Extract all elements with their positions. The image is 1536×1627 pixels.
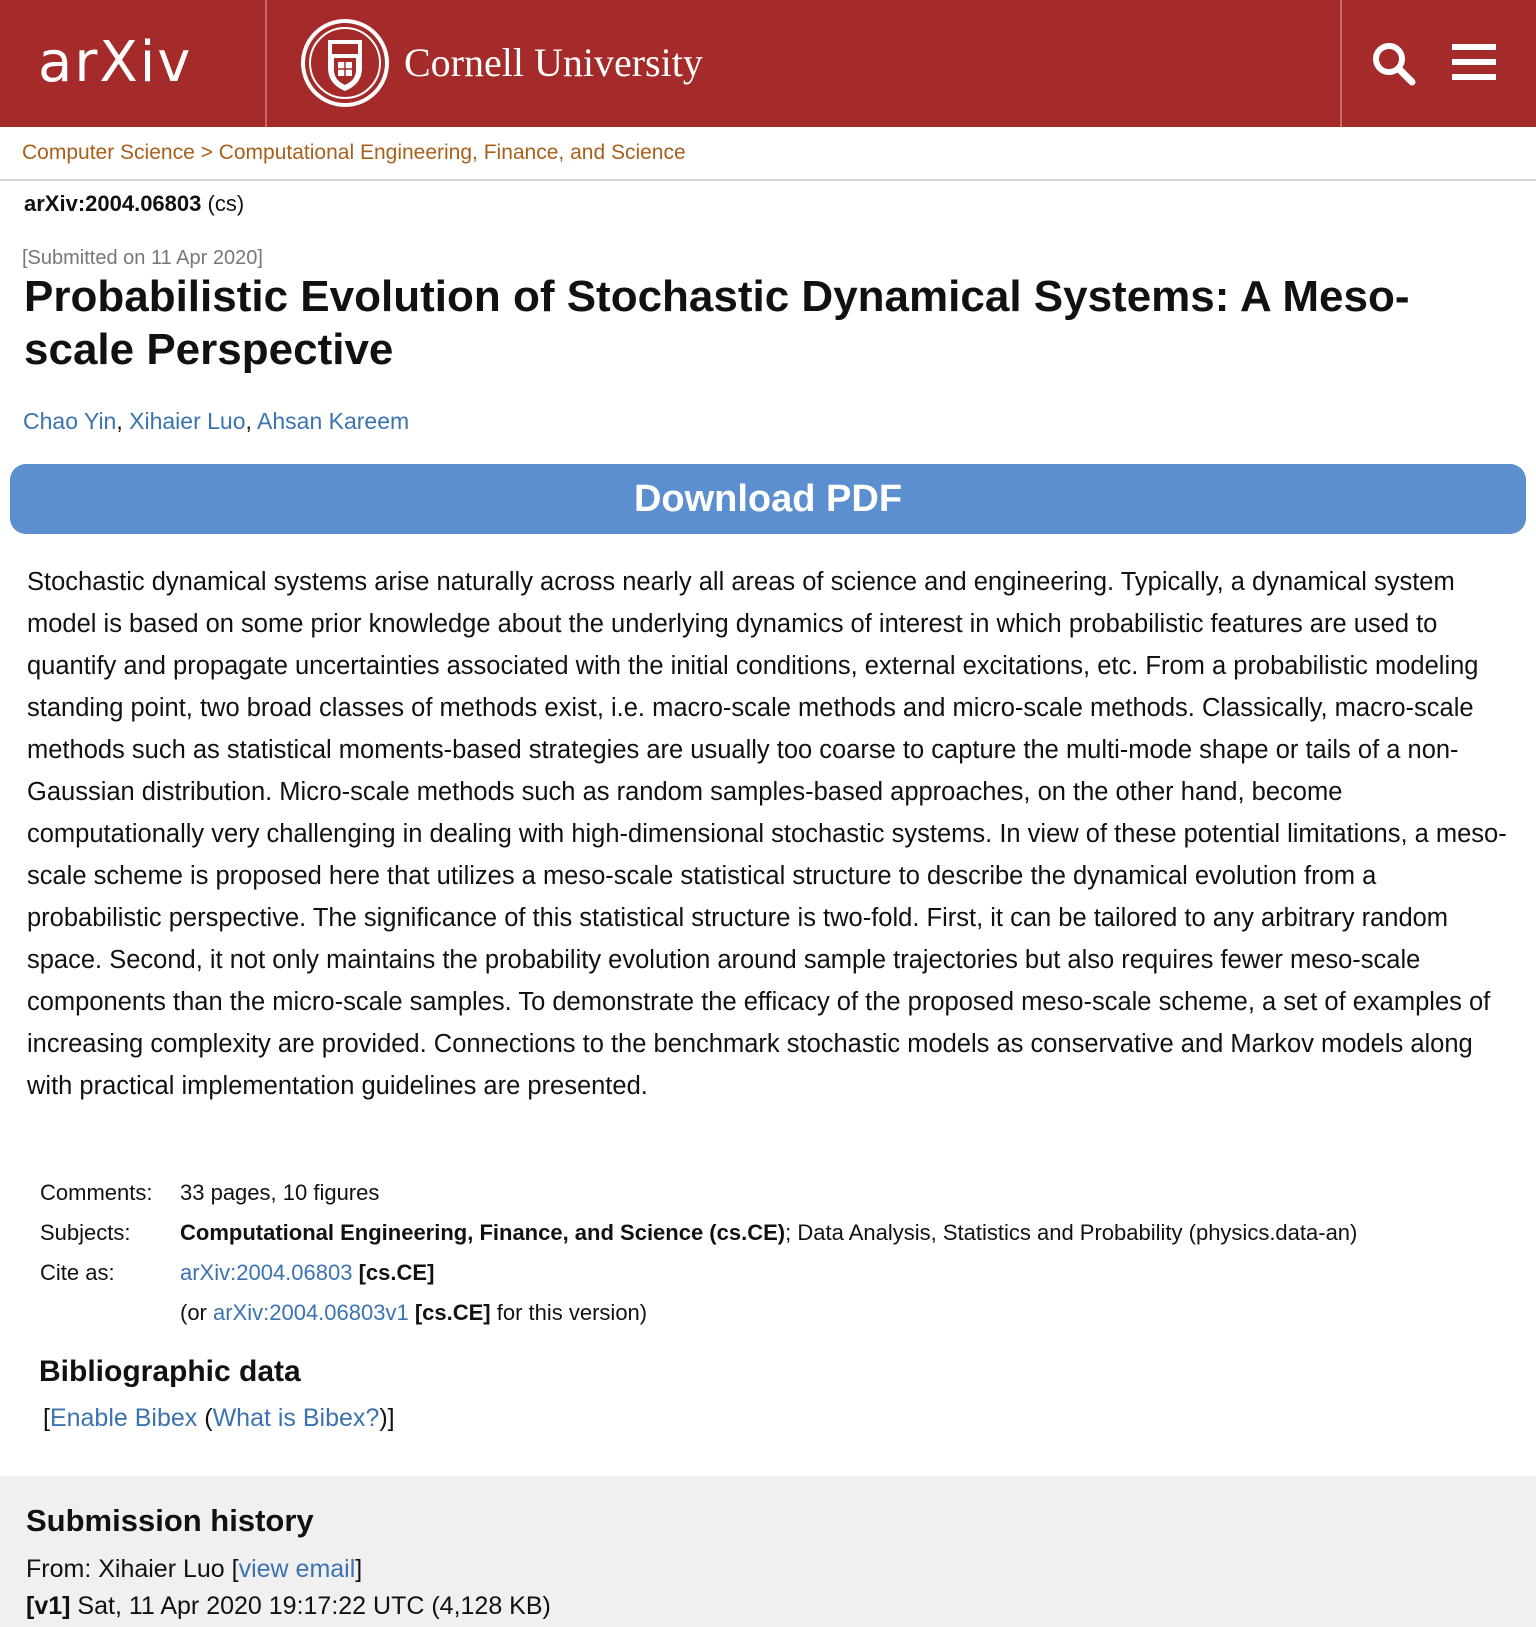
history-from [26, 1551, 362, 1587]
secondary-subjects: ; Data Analysis, Statistics and Probability (physics.data-an) [785, 1220, 1358, 1245]
paren-open: ( [197, 1404, 213, 1432]
primary-subject: Computational Engineering, Finance, and Science (cs.CE) [180, 1220, 786, 1245]
header-divider [1340, 0, 1342, 127]
arxiv-id-category: (cs) [207, 191, 245, 216]
comments-label: Comments: [40, 1180, 153, 1205]
comments-value: 33 pages, 10 figures [180, 1180, 380, 1205]
menu-icon[interactable] [1452, 42, 1496, 82]
subjects-value [180, 1213, 1357, 1253]
search-icon[interactable] [1370, 40, 1418, 88]
cornell-seal-icon[interactable] [300, 18, 390, 108]
version-label[interactable]: [v1] [26, 1592, 71, 1620]
arxiv-id-number: arXiv:2004.06803 [24, 191, 202, 216]
cite-or-text: (or [180, 1300, 213, 1325]
cite-version-value [180, 1293, 647, 1333]
cite-version-link[interactable]: arXiv:2004.06803v1 [213, 1300, 409, 1325]
enable-bibex-link[interactable]: Enable Bibex [49, 1404, 198, 1432]
abstract-text: Stochastic dynamical systems arise naturally across nearly all areas of science and engineering. Typically, a dynamical system model is based on some prior knowledge about the underlying dynamics of interest in which probabilistic features are used to quantify and propagate uncertainties associated with the initial conditions, external excitations, etc. From a probabilistic modeling standing point, two broad classes of methods exist, i.e. macro-scale methods and micro-scale methods. Classically, macro-scale methods such as statistical moments-based strategies are usually too coarse to capture the multi-mode shape or tails of a non-Gaussian distribution. Micro-scale methods such as random samples-based approaches, on the other hand, become computationally very challenging in dealing with high-dimensional stochastic systems. In view of these potential limitations, a meso-scale scheme is proposed here that utilizes a meso-scale statistical structure to describe the dynamical evolution from a probabilistic perspective. The significance of this statistical structure is two-fold. First, it can be tailored to any arbitrary random space. Second, it not only maintains the probability evolution around sample trajectories but also requires fewer meso-scale components than the micro-scale samples. To demonstrate the efficacy of the proposed meso-scale scheme, a set of examples of increasing complexity are provided. Connections to the benchmark stochastic models as conservative and Markov models along with practical implementation guidelines are presented. [27, 568, 1507, 1100]
breadcrumb-separator: > [200, 141, 213, 164]
breadcrumb [22, 138, 686, 168]
cite-version-tail: for this version) [490, 1300, 648, 1325]
bracket-close: )] [379, 1404, 395, 1432]
author-link[interactable]: Ahsan Kareem [257, 408, 410, 434]
author-separator: , [116, 408, 123, 434]
university-name[interactable]: Cornell University [404, 40, 703, 85]
from-suffix: ] [355, 1555, 363, 1583]
cite-label: Cite as: [40, 1260, 115, 1285]
arxiv-logo[interactable]: arXiv [38, 30, 193, 95]
from-prefix: From: Xihaier Luo [ [26, 1555, 239, 1583]
submission-history [0, 1476, 1536, 1627]
cite-version-category: [cs.CE] [414, 1300, 491, 1325]
bibliographic-heading: Bibliographic data [39, 1355, 301, 1388]
subjects-label: Subjects: [40, 1220, 131, 1245]
bracket-open: [ [43, 1404, 50, 1432]
cite-value [180, 1253, 434, 1293]
breadcrumb-parent[interactable]: Computer Science [22, 141, 195, 164]
bibex-links [43, 1400, 395, 1436]
author-link[interactable]: Chao Yin [23, 408, 117, 434]
view-email-link[interactable]: view email [238, 1555, 356, 1583]
submission-date: [Submitted on 11 Apr 2020] [22, 247, 263, 269]
version-entry [26, 1588, 551, 1624]
author-list [23, 405, 409, 437]
author-link[interactable]: Xihaier Luo [129, 408, 246, 434]
history-heading: Submission history [26, 1503, 314, 1538]
author-separator: , [245, 408, 252, 434]
paper-title: Probabilistic Evolution of Stochastic Dynamical Systems: A Meso-scale Perspective [24, 272, 1410, 374]
what-is-bibex-link[interactable]: What is Bibex? [212, 1404, 380, 1432]
arxiv-identifier [24, 188, 244, 220]
breadcrumb-divider [0, 179, 1536, 181]
cite-link[interactable]: arXiv:2004.06803 [180, 1260, 353, 1285]
header-divider [265, 0, 267, 127]
version-details: Sat, 11 Apr 2020 19:17:22 UTC (4,128 KB) [70, 1592, 551, 1620]
breadcrumb-current[interactable]: Computational Engineering, Finance, and Science [218, 141, 686, 164]
site-header [0, 0, 1536, 127]
download-pdf-button[interactable]: Download PDF [10, 464, 1526, 534]
cite-category: [cs.CE] [358, 1260, 435, 1285]
